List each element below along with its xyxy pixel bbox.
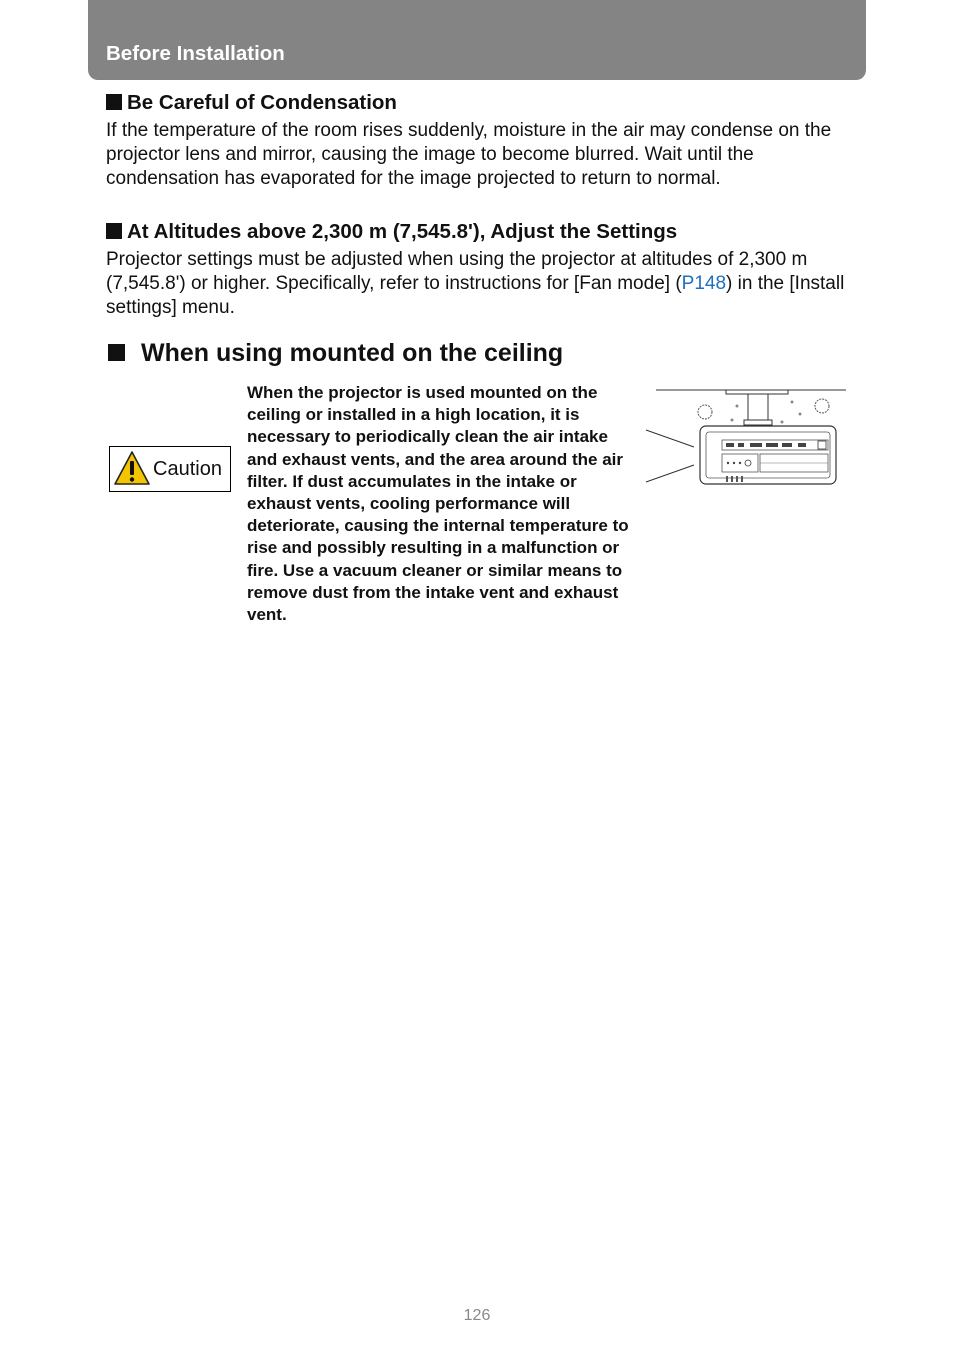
page-number: 126	[463, 1307, 491, 1324]
square-bullet-icon	[108, 344, 125, 361]
condensation-heading	[106, 91, 397, 115]
caution-badge	[109, 446, 231, 492]
page-header	[88, 0, 866, 80]
warning-triangle-icon	[113, 450, 151, 486]
ceiling-section-heading	[108, 339, 563, 368]
caution-text: When the projector is used mounted on the ceiling or installed in a high location, it is necessary to periodically clean the air intake and exhaust vents, and the area around the air filter. If dust accumulates in the intake or exhaust vents, cooling performance will deteriorate, causing the internal temperature to rise and possibly resulting in a malfunction or fire. Use a vacuum cleaner or similar means to remove dust from the intake vent and exhaust vent.	[247, 383, 629, 625]
ceiling-projector-illustration	[642, 384, 848, 488]
altitude-body	[106, 248, 854, 321]
p148-link[interactable]: P148	[681, 273, 727, 295]
caution-label: Caution	[153, 458, 222, 480]
square-bullet-icon	[106, 94, 122, 110]
condensation-heading-text: Be Careful of Condensation	[127, 91, 397, 114]
altitude-body-after: ) in the [Install settings] menu.	[106, 273, 845, 319]
ceiling-heading-text: When using mounted on the ceiling	[141, 339, 564, 367]
altitude-heading-text: At Altitudes above 2,300 m (7,545.8'), Adjust the Settings	[127, 220, 678, 243]
altitude-body-before: Projector settings must be adjusted when using the projector at altitudes of 2,300 m (7,545.8') or higher. Specifically, refer to instructions for [Fan mode] (	[106, 249, 808, 295]
altitude-heading	[106, 220, 677, 244]
condensation-body: If the temperature of the room rises suddenly, moisture in the air may condense on the projector lens and mirror, causing the image to become blurred. Wait until the condensation has evaporated for the image projected to return to normal.	[106, 120, 832, 190]
square-bullet-icon	[106, 223, 122, 239]
header-title: Before Installation	[106, 42, 285, 65]
